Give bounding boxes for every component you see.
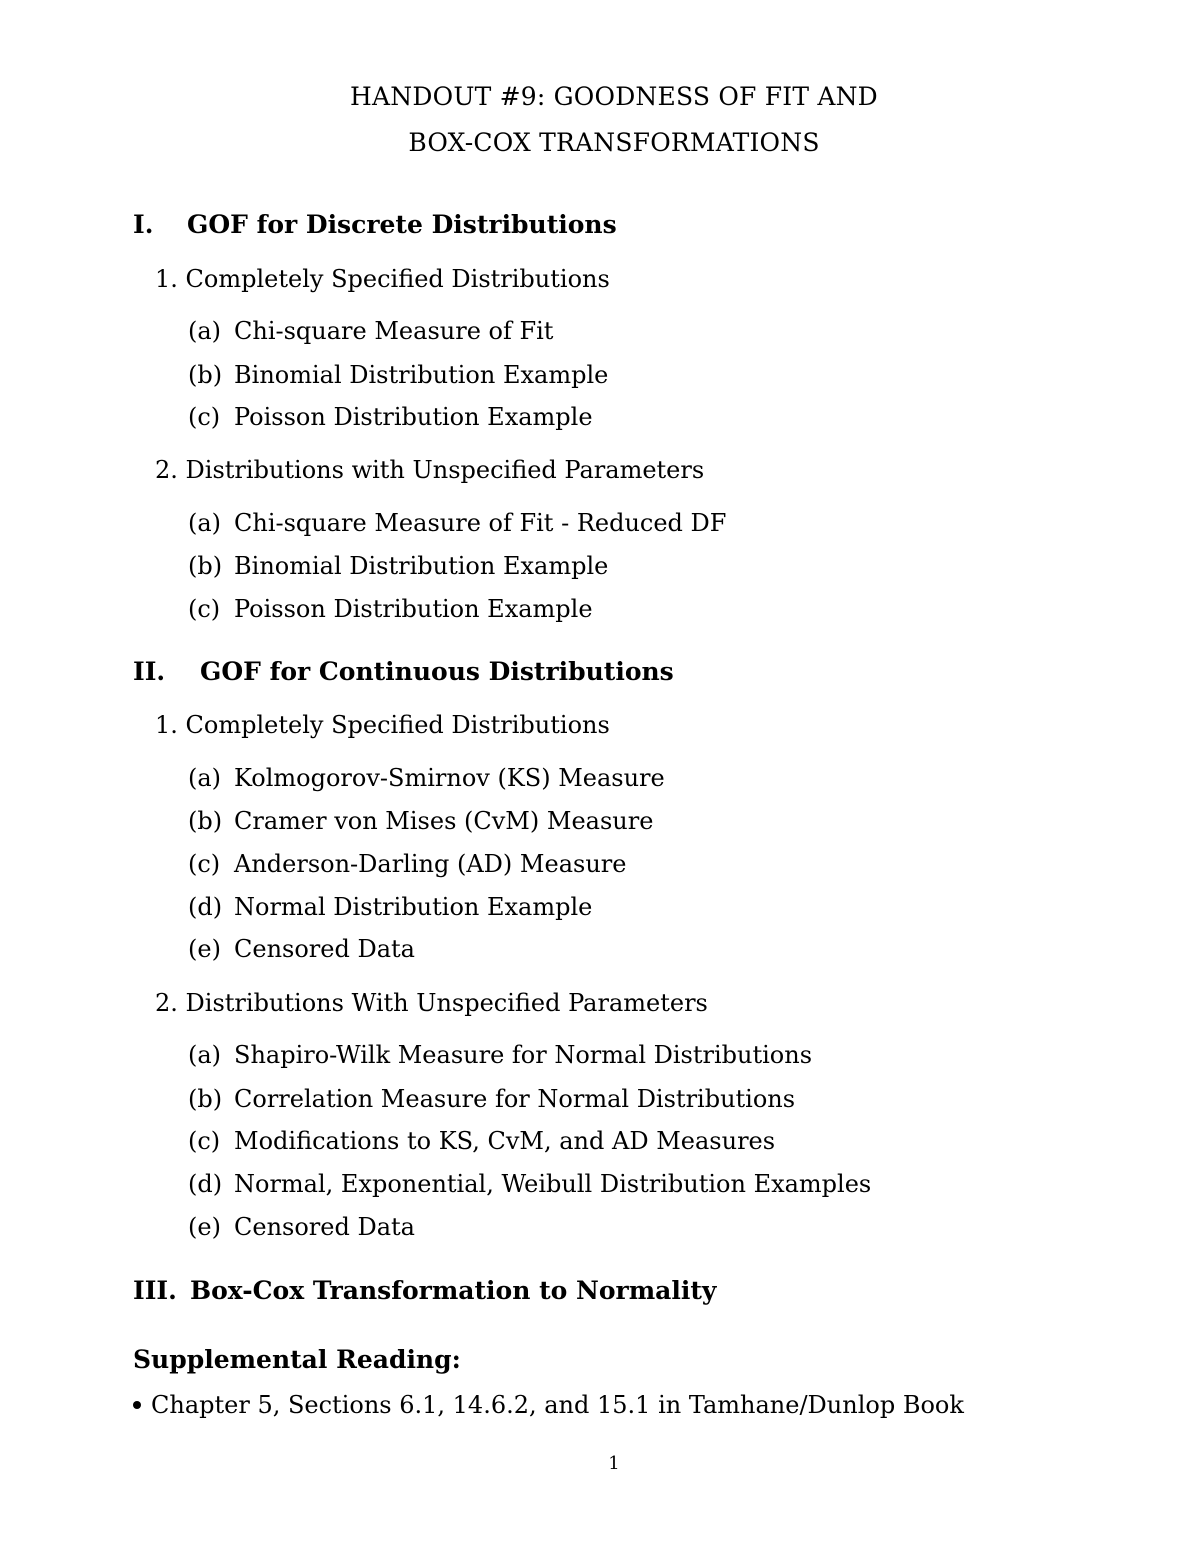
item-text: Shapiro-Wilk Measure for Normal Distributions bbox=[234, 1041, 813, 1069]
bullet-item bbox=[133, 1391, 964, 1419]
list-item-level2 bbox=[188, 807, 653, 835]
section-number: I. bbox=[133, 210, 154, 239]
item-label: 2. bbox=[155, 989, 178, 1017]
item-label: (d) bbox=[188, 1170, 223, 1198]
list-item-level2 bbox=[188, 509, 726, 537]
item-label: 2. bbox=[155, 456, 178, 484]
list-item-level1 bbox=[155, 456, 704, 484]
item-label: (c) bbox=[188, 1127, 221, 1155]
list-item-level2 bbox=[188, 1170, 871, 1198]
list-item-level2 bbox=[188, 1085, 795, 1113]
item-text: Completely Specified Distributions bbox=[185, 711, 610, 739]
title-line-2: BOX-COX TRANSFORMATIONS bbox=[408, 128, 820, 157]
list-item-level2 bbox=[188, 317, 553, 345]
item-text: Completely Specified Distributions bbox=[185, 265, 610, 293]
item-label: (c) bbox=[188, 595, 221, 623]
item-label: (c) bbox=[188, 403, 221, 431]
item-label: 1. bbox=[155, 711, 178, 739]
list-item-level2 bbox=[188, 552, 608, 580]
list-item-level1 bbox=[155, 265, 610, 293]
item-label: (a) bbox=[188, 509, 222, 537]
item-label: (b) bbox=[188, 361, 223, 389]
list-item-level2 bbox=[188, 893, 592, 921]
section-title: GOF for Continuous Distributions bbox=[200, 657, 674, 686]
item-text: Poisson Distribution Example bbox=[234, 595, 593, 623]
item-text: Normal, Exponential, Weibull Distribution Examples bbox=[234, 1170, 872, 1198]
item-text: Chi-square Measure of Fit - Reduced DF bbox=[234, 509, 727, 537]
item-text: Chi-square Measure of Fit bbox=[234, 317, 554, 345]
item-text: Poisson Distribution Example bbox=[234, 403, 593, 431]
list-item-level1 bbox=[155, 989, 708, 1017]
item-text: Binomial Distribution Example bbox=[234, 552, 609, 580]
bullet-icon bbox=[133, 1401, 141, 1409]
supplemental-heading: Supplemental Reading: bbox=[133, 1345, 461, 1374]
list-item-level2 bbox=[188, 361, 608, 389]
list-item-level2 bbox=[188, 1041, 812, 1069]
bullet-text: Chapter 5, Sections 6.1, 14.6.2, and 15.1 in Tamhane/Dunlop Book bbox=[151, 1391, 964, 1419]
item-text: Distributions with Unspecified Parameters bbox=[185, 456, 705, 484]
item-label: (a) bbox=[188, 317, 222, 345]
item-text: Anderson-Darling (AD) Measure bbox=[234, 850, 627, 878]
page-number: 1 bbox=[608, 1453, 620, 1474]
item-label: (b) bbox=[188, 552, 223, 580]
item-text: Cramer von Mises (CvM) Measure bbox=[234, 807, 654, 835]
item-text: Censored Data bbox=[234, 1213, 415, 1241]
list-item-level2 bbox=[188, 1213, 415, 1241]
section-heading-3 bbox=[133, 1276, 716, 1305]
item-label: (e) bbox=[188, 1213, 221, 1241]
item-text: Distributions With Unspecified Parameters bbox=[185, 989, 708, 1017]
item-label: (e) bbox=[188, 935, 221, 963]
item-label: (a) bbox=[188, 764, 222, 792]
item-label: (b) bbox=[188, 807, 223, 835]
section-title: GOF for Discrete Distributions bbox=[187, 210, 617, 239]
section-title: Box-Cox Transformation to Normality bbox=[190, 1276, 717, 1305]
list-item-level2 bbox=[188, 403, 593, 431]
title-line-1: HANDOUT #9: GOODNESS OF FIT AND bbox=[350, 82, 878, 111]
item-label: (b) bbox=[188, 1085, 223, 1113]
list-item-level2 bbox=[188, 764, 665, 792]
list-item-level2 bbox=[188, 595, 593, 623]
item-text: Correlation Measure for Normal Distributions bbox=[234, 1085, 796, 1113]
section-number: II. bbox=[133, 657, 166, 686]
list-item-level2 bbox=[188, 935, 415, 963]
item-text: Censored Data bbox=[234, 935, 415, 963]
item-text: Modifications to KS, CvM, and AD Measures bbox=[234, 1127, 776, 1155]
item-text: Normal Distribution Example bbox=[234, 893, 593, 921]
item-text: Kolmogorov-Smirnov (KS) Measure bbox=[234, 764, 665, 792]
item-label: (d) bbox=[188, 893, 223, 921]
item-label: (a) bbox=[188, 1041, 222, 1069]
list-item-level1 bbox=[155, 711, 610, 739]
list-item-level2 bbox=[188, 1127, 775, 1155]
item-label: 1. bbox=[155, 265, 178, 293]
item-text: Binomial Distribution Example bbox=[234, 361, 609, 389]
section-number: III. bbox=[133, 1276, 177, 1305]
section-heading-2 bbox=[133, 657, 674, 686]
list-item-level2 bbox=[188, 850, 626, 878]
item-label: (c) bbox=[188, 850, 221, 878]
section-heading-1 bbox=[133, 210, 617, 239]
